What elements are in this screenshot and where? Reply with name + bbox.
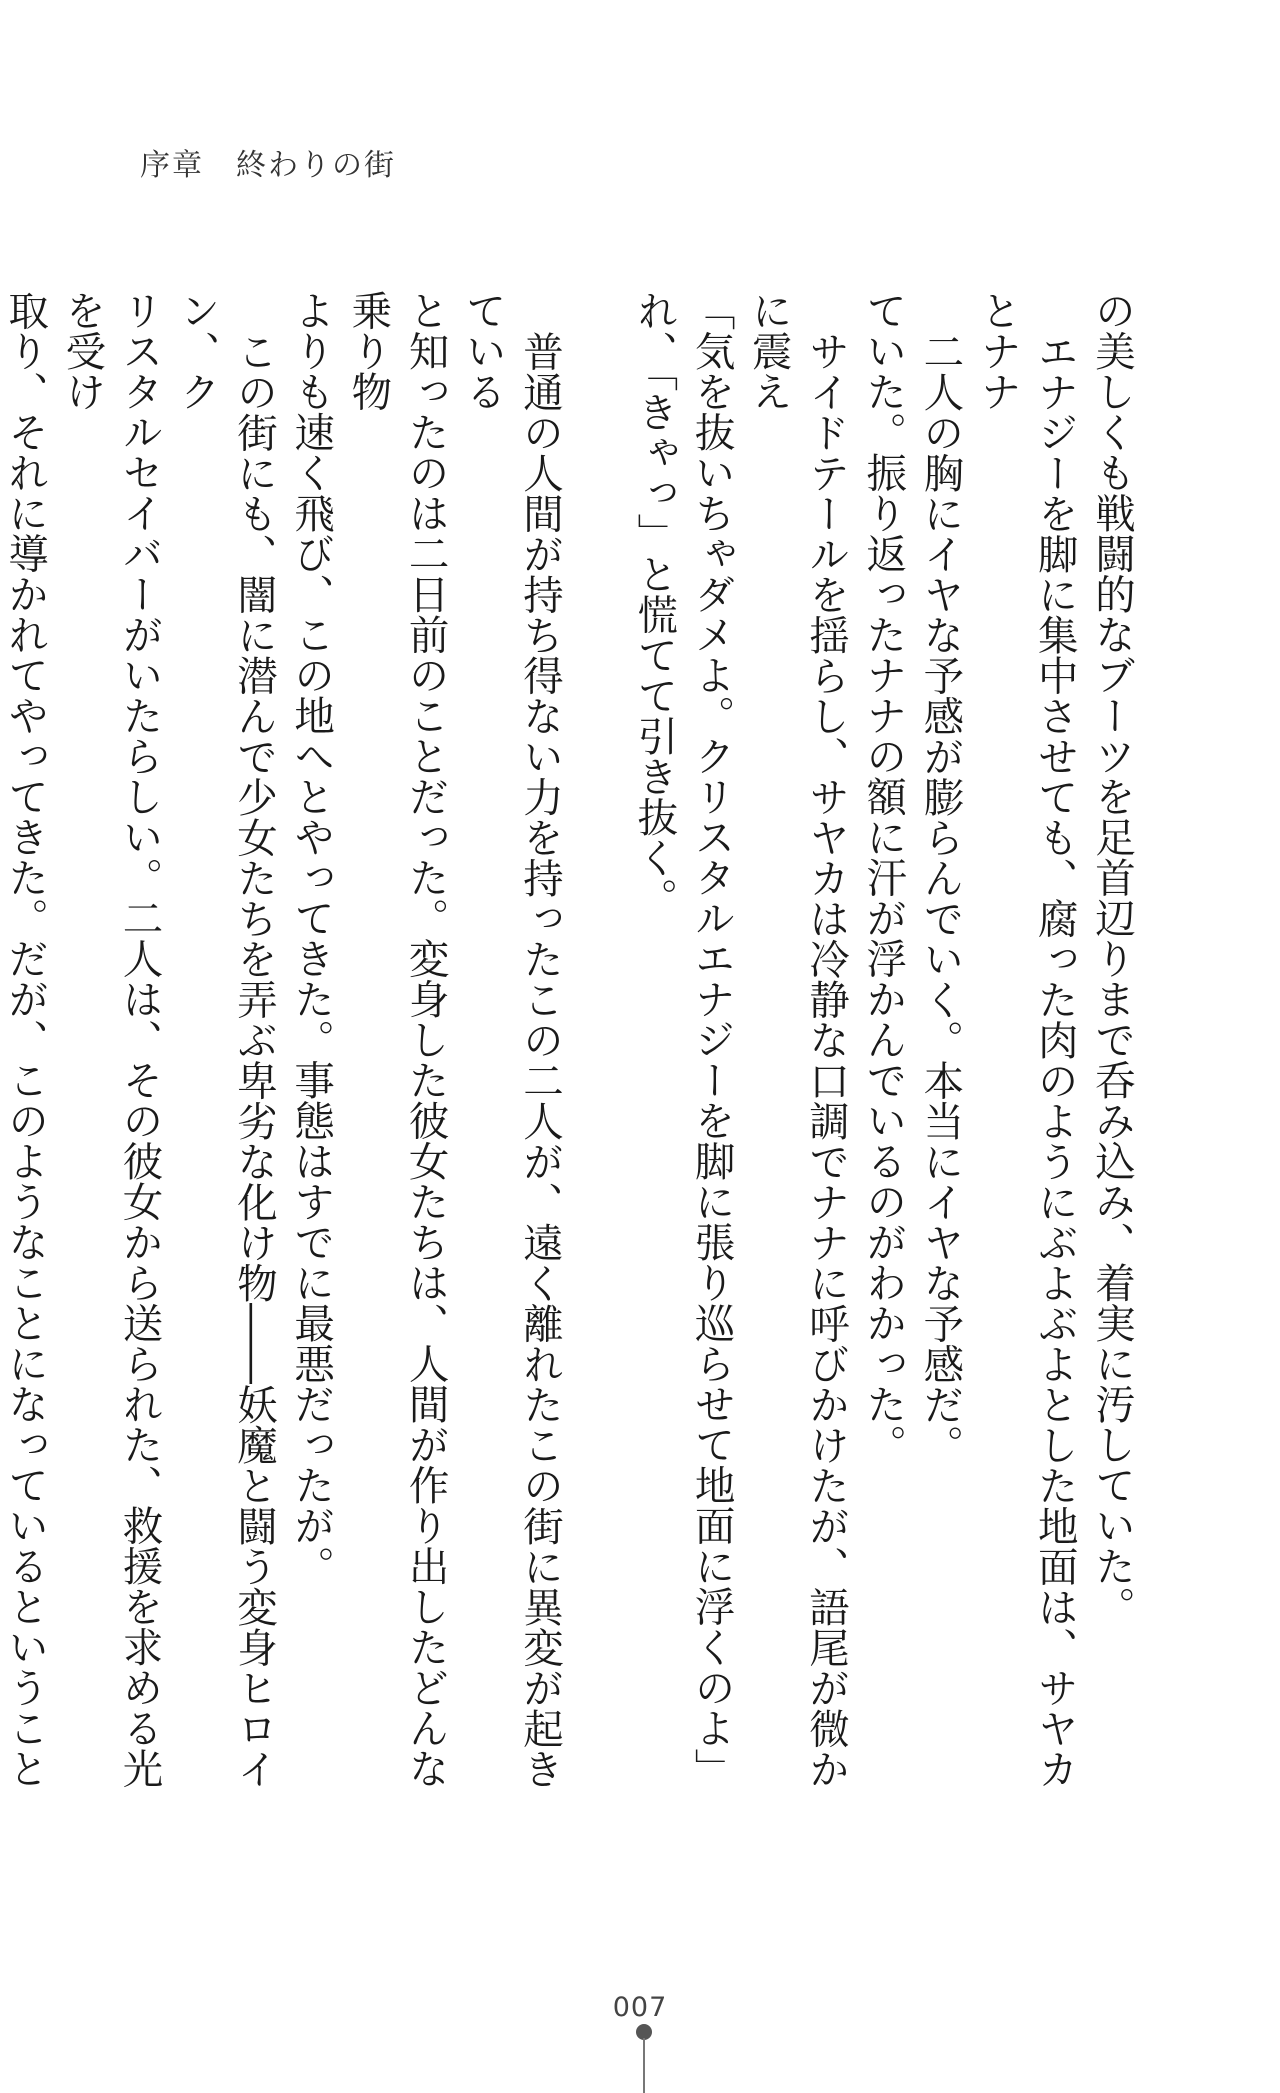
text-line: サイドテールを揺らし、サヤカは冷静な口調でナナに呼びかけたが、語尾が微かに震え xyxy=(744,290,850,1789)
text-line: ていた。振り返ったナナの額に汗が浮かんでいるのがわかった。 xyxy=(859,290,908,1465)
running-head: 序章 終わりの街 xyxy=(140,148,396,183)
text-line: 普通の人間が持ち得ない力を持ったこの二人が、遠く離れたこの街に異変が起きている xyxy=(458,290,564,1789)
text-line: よりも速く飛び、この地へとやってきた。事態はすでに最悪だったが。 xyxy=(287,290,336,1586)
folio-line-ornament xyxy=(643,2038,645,2093)
text-line: 「気を抜いちゃダメよ。クリスタルエナジーを脚に張り巡らせて地面に浮くのよ」 xyxy=(687,290,736,1789)
text-line: れ、「きゃっ」と慌てて引き抜く。 xyxy=(630,290,679,918)
text-line: の美しくも戦闘的なブーツを足首辺りまで呑み込み、着実に汚していた。 xyxy=(1088,290,1136,1627)
text-line: と知ったのは二日前のことだった。変身した彼女たちは、人間が作り出したどんな乗り物 xyxy=(344,290,450,1789)
text-line: リスタルセイバーがいたらしい。二人は、その彼女から送られた、救援を求める光を受け xyxy=(58,290,164,1789)
text-line: この街にも、闇に潜んで少女たちを弄ぶ卑劣な化け物――妖魔と闘う変身ヒロイン、ク xyxy=(172,290,278,1789)
text-line: エナジーを脚に集中させても、腐った肉のようにぶよぶよとした地面は、サヤカとナナ xyxy=(973,290,1079,1789)
vertical-body-text xyxy=(1,290,1140,1810)
page-number: 007 xyxy=(612,1992,668,2023)
text-line: 取り、それに導かれてやってきた。だが、このようなことになっているということ xyxy=(1,290,50,1789)
text-line: 二人の胸にイヤな予感が膨らんでいく。本当にイヤな予感だ。 xyxy=(916,330,965,1465)
blank-line xyxy=(568,290,625,1810)
